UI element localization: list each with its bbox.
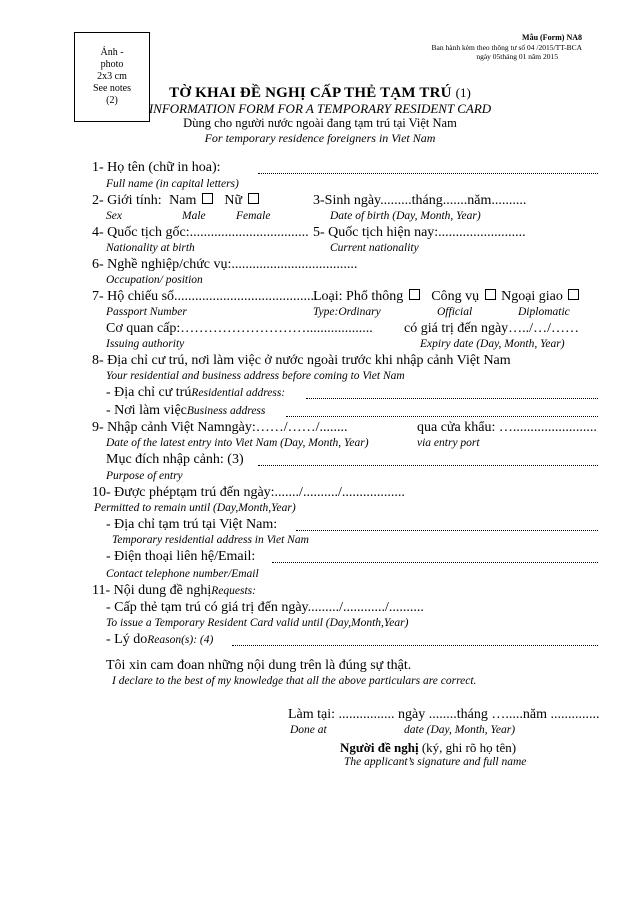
done-at-label[interactable]: Làm tại: ................ ngày ........tháng ….....năm .............. — [288, 707, 600, 722]
temp-address-label: - Địa chỉ tạm trú tại Việt Nam: — [106, 517, 278, 532]
type-diplomatic-en: Diplomatic — [518, 306, 570, 318]
card-validity-en: To issue a Temporary Resident Card valid until (Day,Month,Year) — [106, 617, 409, 629]
requests-en: Requests: — [211, 585, 256, 597]
business-label: - Nơi làm việc — [106, 403, 187, 418]
type-ordinary-en: Type:Ordinary — [313, 306, 381, 318]
applicant-label: Người đề nghị — [340, 740, 419, 755]
field-8-label: 8- Địa chỉ cư trú, nơi làm việc ở nước ngoài trước khi nhập cảnh Việt Nam — [92, 353, 511, 368]
title-en: INFORMATION FORM FOR A TEMPORARY RESIDENT CARD — [148, 101, 492, 116]
phone-label: - Điện thoại liên hệ/Email: — [106, 549, 256, 564]
field-2-label: 2- Giới tính: — [92, 193, 162, 208]
field-1-label: 1- Họ tên (chữ in hoa): — [92, 160, 221, 175]
nationality-birth-en: Nationality at birth — [106, 242, 195, 254]
diplomatic-checkbox[interactable] — [568, 289, 579, 300]
passport-type-row — [313, 289, 581, 305]
business-address-field[interactable] — [286, 416, 598, 417]
type-official-label: Công vụ — [431, 289, 480, 304]
field-11-label: 11- Nội dung đề nghị — [92, 583, 212, 598]
residential-address-field[interactable] — [306, 398, 598, 399]
field-11-row — [92, 583, 256, 599]
photo-line: photo — [100, 59, 124, 70]
type-ordinary-label: Loại: Phổ thông — [313, 289, 404, 304]
business-row — [106, 403, 265, 419]
reason-en: Reason(s): (4) — [147, 634, 214, 646]
residential-label: - Địa chỉ cư trú — [106, 385, 192, 400]
female-en: Female — [236, 210, 271, 222]
business-en: Business address — [186, 405, 266, 417]
photo-line: 2x3 cm — [97, 71, 127, 82]
male-en: Male — [182, 210, 206, 222]
type-diplomatic-label: Ngoại giao — [501, 289, 563, 304]
field-5-label[interactable]: 5- Quốc tịch hiện nay:......................... — [313, 225, 526, 240]
field-3-label[interactable]: 3-Sinh ngày.........tháng.......năm.......... — [313, 193, 527, 208]
form-code: Mẫu (Form) NA8 — [522, 33, 582, 42]
sex-en: Sex — [106, 210, 122, 222]
reason-row — [106, 632, 213, 648]
declaration-vn: Tôi xin cam đoan những nội dung trên là đúng sự thật. — [106, 658, 412, 673]
permitted-en: Permitted to remain until (Day,Month,Year) — [94, 502, 296, 514]
declaration-en: I declare to the best of my knowledge that all the above particulars are correct. — [112, 675, 477, 687]
field-7-label[interactable]: 7- Hộ chiếu số......................................... — [92, 289, 318, 304]
field-9-label[interactable]: 9- Nhập cảnh Việt Namngày:……/……/........ — [92, 420, 348, 435]
type-official-en: Official — [437, 306, 473, 318]
title-vn: TỜ KHAI ĐỀ NGHỊ CẤP THẺ TẠM TRÚ — [169, 85, 452, 101]
card-validity-label[interactable]: - Cấp thẻ tạm trú có giá trị đến ngày........./............/.......... — [106, 600, 424, 615]
sex-row — [92, 193, 261, 209]
temp-address-field[interactable] — [296, 530, 598, 531]
field-8-en: Your residential and business address before coming to Viet Nam — [106, 370, 405, 382]
photo-line: (2) — [106, 95, 118, 106]
issuing-authority-en: Issuing authority — [106, 338, 185, 350]
expiry-en: Expiry date (Day, Month, Year) — [420, 338, 565, 350]
entry-port-label[interactable]: qua cửa khẩu: …........................ — [417, 420, 597, 435]
subtitle-vn: Dùng cho người nước ngoài đang tạm trú tại Việt Nam — [183, 116, 457, 130]
title-vn-row — [0, 84, 640, 102]
full-name-field[interactable] — [258, 173, 598, 174]
official-checkbox[interactable] — [485, 289, 496, 300]
male-label: Nam — [169, 193, 197, 208]
issued-line: Ban hành kèm theo thông tư số 04 /2015/TT-BCA — [431, 43, 582, 52]
nationality-current-en: Current nationality — [330, 242, 419, 254]
field-1-en: Full name (in capital letters) — [106, 178, 239, 190]
field-6-label[interactable]: 6- Nghề nghiệp/chức vụ:.................................... — [92, 257, 358, 272]
female-label: Nữ — [224, 193, 243, 208]
title-note: (1) — [455, 85, 471, 100]
female-checkbox[interactable] — [248, 193, 259, 204]
field-10-label[interactable]: 10- Được phéptạm trú đến ngày:......./........../.................. — [92, 485, 405, 500]
temp-address-en: Temporary residential address in Viet Nam — [112, 534, 309, 546]
dob-en: Date of birth (Day, Month, Year) — [330, 210, 481, 222]
phone-en: Contact telephone number/Email — [106, 568, 259, 580]
reason-label: - Lý do — [106, 632, 148, 647]
residential-row — [106, 385, 285, 401]
purpose-field[interactable] — [258, 465, 598, 466]
done-at-en: Done at — [290, 724, 327, 736]
issued-date: ngày 05tháng 01 năm 2015 — [476, 52, 558, 61]
entry-date-en: Date of the latest entry into Viet Nam (Day, Month, Year) — [106, 437, 369, 449]
subtitle-en: For temporary residence foreigners in Viet Nam — [204, 131, 436, 145]
applicant-en: The applicant’s signature and full name — [344, 756, 527, 768]
ordinary-checkbox[interactable] — [409, 289, 420, 300]
reason-field[interactable] — [232, 645, 598, 646]
date-en: date (Day, Month, Year) — [404, 724, 516, 736]
applicant-note: (ký, ghi rõ họ tên) — [421, 740, 517, 755]
purpose-en: Purpose of entry — [106, 470, 183, 482]
phone-email-field[interactable] — [272, 562, 598, 563]
applicant-row — [340, 740, 516, 756]
purpose-label: Mục đích nhập cảnh: (3) — [106, 452, 244, 467]
entry-port-en: via entry port — [417, 437, 480, 449]
photo-line: See notes — [92, 83, 132, 94]
occupation-en: Occupation/ position — [106, 274, 203, 286]
passport-en: Passport Number — [106, 306, 187, 318]
photo-line: Ảnh - — [100, 47, 124, 58]
expiry-label[interactable]: có giá trị đến ngày…../…/…… — [404, 321, 579, 336]
issuing-authority-label[interactable]: Cơ quan cấp:………………………................... — [106, 321, 373, 336]
male-checkbox[interactable] — [202, 193, 213, 204]
residential-en: Residential address: — [191, 387, 286, 399]
field-4-label[interactable]: 4- Quốc tịch gốc:.................................. — [92, 225, 309, 240]
